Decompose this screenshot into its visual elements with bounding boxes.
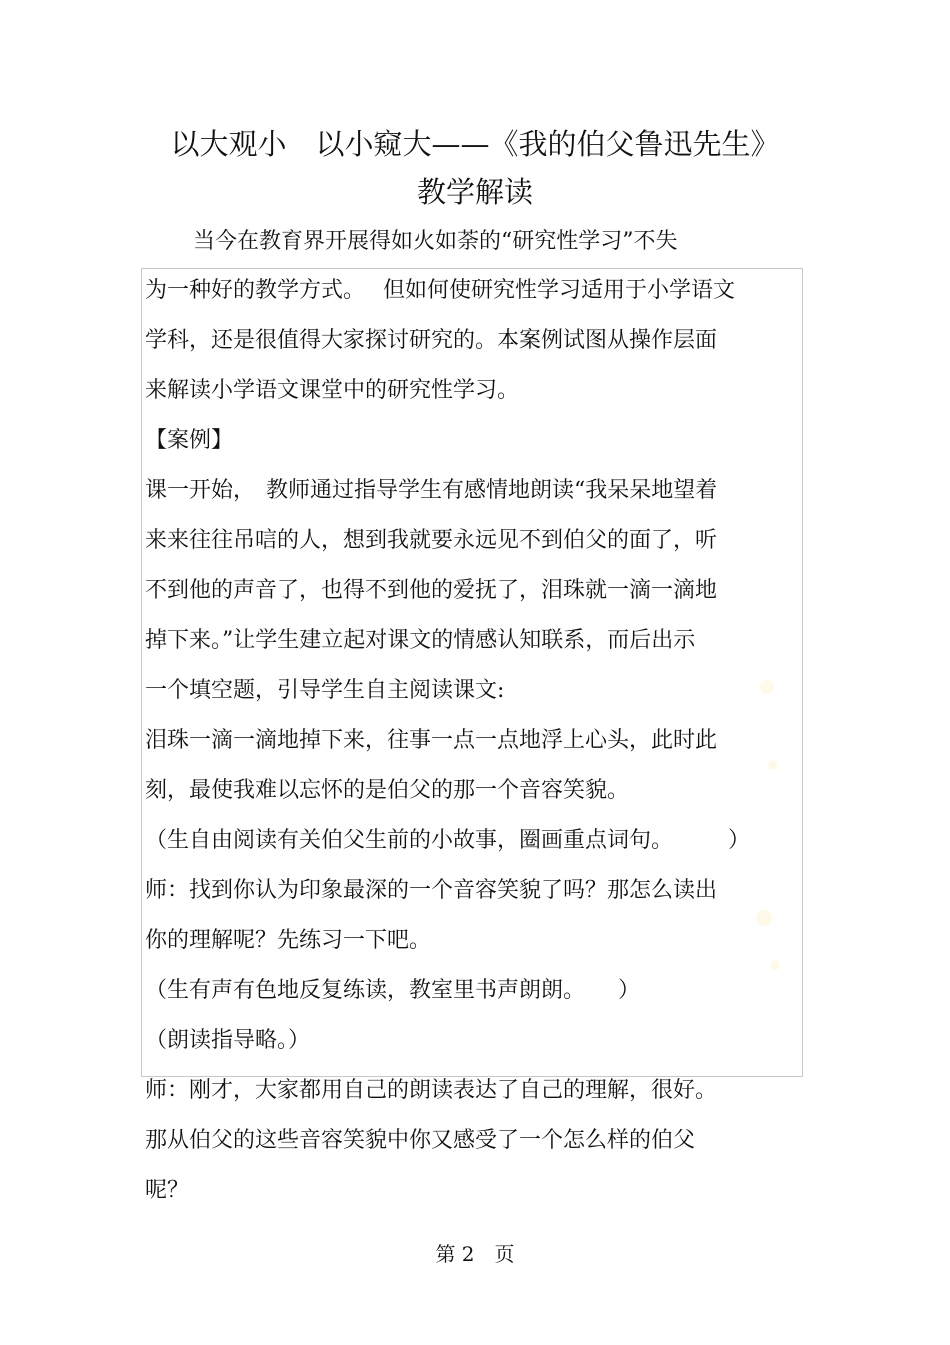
page-number-footer: 第 2 页 (435, 1242, 515, 1266)
body-line: 不到他的声音了，也得不到他的爱抚了，泪珠就一滴一滴地 (145, 578, 718, 603)
body-line: （生自由阅读有关伯父生前的小故事，圈画重点词句。 ） (145, 828, 751, 853)
body-line: 为一种好的教学方式。 但如何使研究性学习适用于小学语文 (145, 278, 735, 303)
document-title-line-2: 教学解读 (416, 175, 533, 209)
intro-paragraph-first-line: 当今在教育界开展得如火如荼的“研究性学习”不失 (193, 229, 678, 254)
body-line: 学科，还是很值得大家探讨研究的。本案例试图从操作层面 (145, 328, 718, 353)
body-line: 呢？ (145, 1178, 190, 1203)
body-line: 泪珠一滴一滴地掉下来，往事一点一点地浮上心头，此时此 (145, 728, 718, 753)
body-line: 来解读小学语文课堂中的研究性学习。 (145, 378, 520, 403)
body-line: 师：刚才，大家都用自己的朗读表达了自己的理解，很好。 (145, 1078, 718, 1103)
body-line: （朗读指导略。） (145, 1028, 311, 1053)
body-line: 那从伯父的这些音容笑貌中你又感受了一个怎么样的伯父 (145, 1128, 696, 1153)
body-line: 来来往往吊唁的人，想到我就要永远见不到伯父的面了，听 (145, 528, 718, 553)
document-title-line-1: 以大观小 以小窥大——《我的伯父鲁迅先生》 (170, 127, 780, 161)
section-heading-case: 【案例】 (145, 428, 234, 453)
body-line: 刻，最使我难以忘怀的是伯父的那一个音容笑貌。 (145, 778, 630, 803)
body-line: （生有声有色地反复练读，教室里书声朗朗。 ） (145, 978, 641, 1003)
body-line: 掉下来。”让学生建立起对课文的情感认知联系，而后出示 (145, 628, 696, 653)
body-line: 一个填空题，引导学生自主阅读课文: (145, 678, 505, 703)
body-line: 课一开始， 教师通过指导学生有感情地朗读“我呆呆地望着 (145, 478, 718, 503)
body-line: 你的理解呢？先练习一下吧。 (145, 928, 432, 953)
body-line: 师：找到你认为印象最深的一个音容笑貌了吗？那怎么读出 (145, 878, 718, 903)
